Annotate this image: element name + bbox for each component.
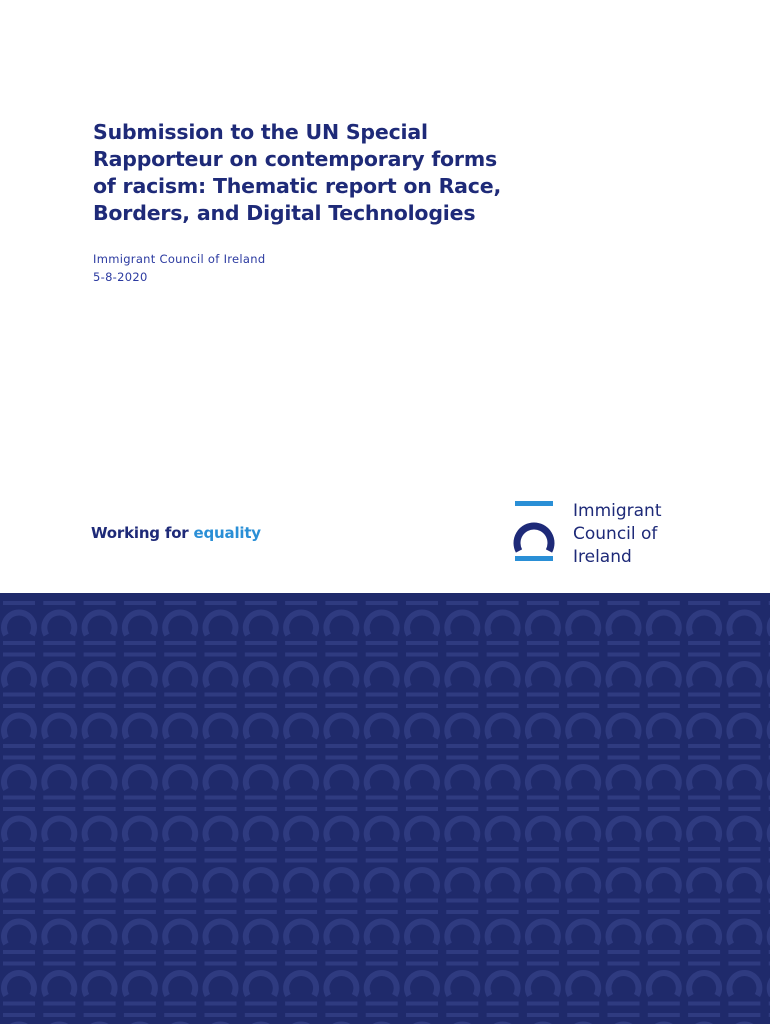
pattern-logo-mark (84, 704, 116, 748)
author-name: Immigrant Council of Ireland (93, 252, 266, 266)
pattern-logo-mark (728, 910, 760, 954)
pattern-logo-mark (245, 962, 277, 1006)
pattern-logo-mark (164, 704, 196, 748)
pattern-logo-mark (567, 756, 599, 800)
pattern-logo-mark (527, 601, 559, 645)
pattern-logo-mark (527, 653, 559, 697)
pattern-logo-mark (205, 910, 237, 954)
pattern-logo-mark (648, 704, 680, 748)
pattern-logo-mark (43, 1013, 75, 1024)
pattern-logo-mark (43, 601, 75, 645)
pattern-logo-mark (648, 910, 680, 954)
pattern-logo-mark (608, 807, 640, 851)
pattern-logo-mark (164, 601, 196, 645)
pattern-logo-mark (648, 756, 680, 800)
pattern-logo-mark (245, 704, 277, 748)
pattern-logo-mark (245, 807, 277, 851)
logo-text-line: Immigrant (573, 501, 662, 521)
pattern-logo-mark (728, 807, 760, 851)
pattern-logo-mark (205, 756, 237, 800)
pattern-logo-mark (567, 859, 599, 903)
pattern-logo-mark (245, 601, 277, 645)
pattern-logo-mark (487, 962, 519, 1006)
pattern-logo-mark (3, 1013, 35, 1024)
pattern-logo-mark (325, 910, 357, 954)
pattern-logo-mark (325, 1013, 357, 1024)
pattern-logo-mark (84, 1013, 116, 1024)
pattern-logo-mark (688, 807, 720, 851)
tagline (91, 524, 261, 542)
pattern-logo-mark (608, 962, 640, 1006)
document-date: 5-8-2020 (93, 270, 148, 284)
pattern-logo-mark (648, 1013, 680, 1024)
pattern-logo-mark (688, 910, 720, 954)
pattern-logo-mark (205, 653, 237, 697)
pattern-logo-mark (688, 756, 720, 800)
pattern-logo-mark (446, 910, 478, 954)
tagline-highlight: equality (193, 524, 261, 542)
pattern-logo-mark (325, 807, 357, 851)
pattern-logo-mark (406, 601, 438, 645)
pattern-logo-mark (124, 859, 156, 903)
pattern-logo-mark (608, 704, 640, 748)
pattern-logo-mark (366, 807, 398, 851)
pattern-logo-mark (406, 910, 438, 954)
pattern-logo-mark (728, 859, 760, 903)
logo-text-line: Council of (573, 524, 658, 544)
pattern-logo-mark (567, 1013, 599, 1024)
pattern-logo-mark (285, 962, 317, 1006)
pattern-logo-mark (245, 910, 277, 954)
pattern-logo-mark (406, 859, 438, 903)
pattern-logo-mark (164, 756, 196, 800)
pattern-logo-mark (688, 859, 720, 903)
pattern-logo-mark (325, 653, 357, 697)
pattern-logo-mark (325, 859, 357, 903)
pattern-logo-mark (567, 962, 599, 1006)
pattern-logo-mark (43, 704, 75, 748)
pattern-logo-mark (648, 601, 680, 645)
pattern-logo-mark (164, 1013, 196, 1024)
pattern-logo-mark (3, 910, 35, 954)
pattern-logo-mark (487, 859, 519, 903)
pattern-logo-mark (285, 653, 317, 697)
pattern-logo-mark (648, 859, 680, 903)
pattern-logo-mark (325, 704, 357, 748)
logo-wordmark (573, 500, 662, 569)
pattern-logo-mark (124, 910, 156, 954)
pattern-logo-mark (43, 653, 75, 697)
pattern-logo-mark (245, 756, 277, 800)
pattern-logo-mark (285, 1013, 317, 1024)
pattern-logo-mark (567, 601, 599, 645)
pattern-logo-mark (728, 1013, 760, 1024)
pattern-graphic (0, 593, 770, 1024)
pattern-logo-mark (608, 1013, 640, 1024)
pattern-logo-mark (124, 704, 156, 748)
logo-text-line: Ireland (573, 547, 632, 567)
pattern-logo-mark (688, 962, 720, 1006)
pattern-logo-mark (567, 653, 599, 697)
pattern-logo-mark (164, 807, 196, 851)
pattern-logo-mark (205, 807, 237, 851)
pattern-logo-mark (43, 807, 75, 851)
pattern-logo-mark (527, 704, 559, 748)
document-meta (93, 250, 265, 286)
pattern-logo-mark (124, 653, 156, 697)
pattern-logo-mark (325, 756, 357, 800)
pattern-logo-mark (164, 859, 196, 903)
pattern-logo-mark (648, 653, 680, 697)
pattern-logo-mark (366, 962, 398, 1006)
pattern-logo-mark (245, 653, 277, 697)
pattern-logo-mark (487, 756, 519, 800)
pattern-logo-mark (3, 704, 35, 748)
pattern-logo-mark (527, 807, 559, 851)
pattern-logo-mark (608, 653, 640, 697)
pattern-logo-mark (84, 859, 116, 903)
pattern-logo-mark (406, 962, 438, 1006)
pattern-logo-mark (608, 756, 640, 800)
pattern-logo-mark (43, 962, 75, 1006)
pattern-logo-mark (245, 1013, 277, 1024)
pattern-logo-mark (608, 601, 640, 645)
pattern-logo-mark (527, 756, 559, 800)
pattern-logo-mark (43, 859, 75, 903)
pattern-logo-mark (487, 1013, 519, 1024)
pattern-logo-mark (325, 601, 357, 645)
pattern-logo-mark (205, 962, 237, 1006)
pattern-logo-mark (446, 653, 478, 697)
pattern-logo-mark (285, 704, 317, 748)
pattern-logo-mark (446, 704, 478, 748)
pattern-logo-mark (688, 601, 720, 645)
logo-pattern-background (0, 593, 770, 1024)
pattern-logo-mark (527, 910, 559, 954)
pattern-logo-mark (446, 962, 478, 1006)
pattern-logo-mark (648, 962, 680, 1006)
pattern-logo-mark (84, 910, 116, 954)
pattern-logo-mark (446, 756, 478, 800)
pattern-logo-mark (648, 807, 680, 851)
pattern-logo-mark (567, 807, 599, 851)
pattern-logo-mark (567, 704, 599, 748)
pattern-logo-mark (124, 1013, 156, 1024)
pattern-logo-mark (728, 601, 760, 645)
pattern-logo-mark (245, 859, 277, 903)
pattern-logo-mark (366, 859, 398, 903)
pattern-logo-mark (285, 807, 317, 851)
pattern-logo-mark (728, 962, 760, 1006)
pattern-logo-mark (688, 704, 720, 748)
pattern-logo-mark (446, 859, 478, 903)
pattern-logo-mark (688, 1013, 720, 1024)
pattern-logo-mark (608, 859, 640, 903)
pattern-logo-mark (527, 962, 559, 1006)
pattern-logo-mark (205, 704, 237, 748)
pattern-logo-mark (84, 601, 116, 645)
pattern-logo-mark (3, 962, 35, 1006)
pattern-logo-mark (84, 962, 116, 1006)
pattern-logo-mark (406, 653, 438, 697)
pattern-logo-mark (3, 601, 35, 645)
pattern-logo-mark (3, 756, 35, 800)
pattern-logo-mark (124, 601, 156, 645)
pattern-logo-mark (164, 910, 196, 954)
pattern-logo-mark (366, 601, 398, 645)
pattern-logo-mark (285, 859, 317, 903)
title-line: Borders, and Digital Technologies (93, 201, 476, 225)
pattern-logo-mark (3, 807, 35, 851)
document-title (93, 119, 553, 227)
pattern-logo-mark (124, 807, 156, 851)
pattern-logo-mark (366, 756, 398, 800)
pattern-logo-mark (688, 653, 720, 697)
pattern-logo-mark (487, 653, 519, 697)
pattern-logo-mark (446, 601, 478, 645)
pattern-logo-mark (84, 756, 116, 800)
pattern-logo-mark (84, 807, 116, 851)
pattern-logo-mark (43, 910, 75, 954)
pattern-logo-mark (487, 807, 519, 851)
pattern-logo-mark (366, 1013, 398, 1024)
pattern-logo-mark (3, 859, 35, 903)
title-line: Submission to the UN Special (93, 120, 428, 144)
pattern-logo-mark (205, 859, 237, 903)
pattern-logo-mark (487, 601, 519, 645)
pattern-logo-mark (406, 1013, 438, 1024)
pattern-logo-mark (446, 1013, 478, 1024)
pattern-logo-mark (527, 859, 559, 903)
pattern-logo-mark (728, 653, 760, 697)
pattern-logo-mark (164, 653, 196, 697)
pattern-logo-mark (366, 653, 398, 697)
pattern-logo-mark (366, 910, 398, 954)
pattern-logo-mark (567, 910, 599, 954)
pattern-logo-mark (728, 704, 760, 748)
pattern-logo-mark (205, 1013, 237, 1024)
pattern-logo-mark (406, 704, 438, 748)
pattern-logo-mark (124, 756, 156, 800)
pattern-logo-mark (527, 1013, 559, 1024)
pattern-logo-mark (124, 962, 156, 1006)
pattern-logo-mark (84, 653, 116, 697)
pattern-logo-mark (325, 962, 357, 1006)
tagline-text: Working for (91, 524, 194, 542)
pattern-logo-mark (608, 910, 640, 954)
pattern-logo-mark (487, 704, 519, 748)
pattern-logo-mark (43, 756, 75, 800)
pattern-logo-mark (406, 807, 438, 851)
pattern-logo-mark (3, 653, 35, 697)
pattern-logo-mark (366, 704, 398, 748)
pattern-logo-mark (164, 962, 196, 1006)
pattern-logo-mark (285, 910, 317, 954)
pattern-logo-mark (487, 910, 519, 954)
pattern-logo-mark (285, 601, 317, 645)
title-line: Rapporteur on contemporary forms (93, 147, 498, 171)
pattern-logo-mark (406, 756, 438, 800)
pattern-logo-mark (205, 601, 237, 645)
pattern-logo-mark (285, 756, 317, 800)
title-line: of racism: Thematic report on Race, (93, 174, 502, 198)
pattern-logo-mark (728, 756, 760, 800)
pattern-logo-mark (446, 807, 478, 851)
immigrant-council-logo-icon (513, 501, 555, 563)
